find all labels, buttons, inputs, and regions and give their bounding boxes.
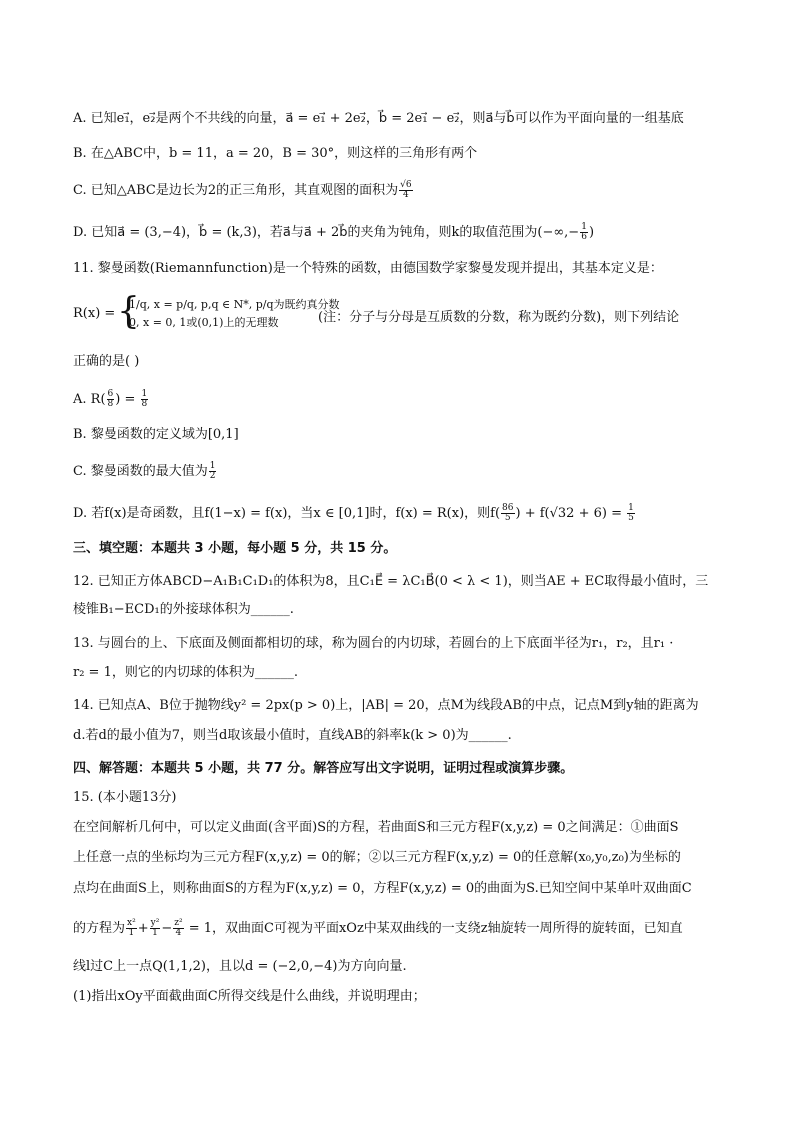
section-4-heading: 四、解答题：本题共 5 小题，共 77 分。解答应写出文字说明，证明过程或演算步骤。 xyxy=(73,761,574,776)
question-12-line-2: 棱锥B₁−ECD₁的外接球体积为______. xyxy=(73,602,294,617)
fraction: $\frac{1}{8}$ xyxy=(141,389,148,409)
case-one: 1/q, x = p/q, p,q ∈ N*, p/q为既约真分数 xyxy=(129,298,340,311)
option-c-text: C. 已知△ABC是边长为2的正三角形，其直观图的面积为 xyxy=(73,183,399,198)
question-13-line-1: 13. 与圆台的上、下底面及侧面都相切的球，称为圆台的内切球，若圆台的上下底面半径为r₁，r₂，且r₁ · xyxy=(73,636,674,651)
question-11-tail: 正确的是( ) xyxy=(73,354,140,369)
fraction: $\frac{\text{x²}}{1}$ xyxy=(127,918,136,938)
question-15-line-5: 线l过C上一点Q(1,1,2)，且以d = (−2,0,−4)为方向向量. xyxy=(73,959,407,974)
q11-option-c: C. 黎曼函数的最大值为 $\frac{1}{2}$ xyxy=(73,461,216,481)
brace-symbol: { xyxy=(117,291,140,332)
question-15-part-1: (1)指出xOy平面截曲面C所得交线是什么曲线，并说明理由； xyxy=(73,989,426,1004)
definition-note: (注：分子与分母是互质数的分数，称为既约分数)，则下列结论 xyxy=(318,310,680,325)
question-15-heading: 15. (本小题13分) xyxy=(73,790,177,805)
option-d: D. 已知a⃗ = (3,−4)，b⃗ = (k,3)，若a⃗与a⃗ + 2b⃗的夹角为钝角，则k的取值范围为(−∞,− $\frac{1}{6}$ ) xyxy=(73,222,595,242)
fraction: $\frac{\text{y²}}{1}$ xyxy=(150,918,160,938)
fraction: $\frac{1}{6}$ xyxy=(581,222,587,242)
fraction: $\frac{1}{2}$ xyxy=(209,461,216,481)
question-15-line-4: 的方程为 $\frac{\text{x²}}{1}$ + $\frac{\text{y²}}{1}$ − $\frac{\text{z²}}{4}$ = 1，双曲面C可视为平面xOz中某双曲线的一支绕z轴旋转一周所得的旋转面，已知直 xyxy=(73,918,683,938)
option-b: B. 在△ABC中，b = 11，a = 20，B = 30°，则这样的三角形有两个 xyxy=(73,146,478,161)
option-a: A. 已知e₁⃗，e₂⃗是两个不共线的向量，a⃗ = e₁⃗ + 2e₂⃗，b⃗ = 2e₁⃗ − e₂⃗，则a⃗与b⃗可以作为平面向量的一组基底 xyxy=(73,111,684,126)
question-13-line-2: r₂ = 1，则它的内切球的体积为______. xyxy=(73,665,298,680)
fraction: $\frac{6}{8}$ xyxy=(107,389,114,409)
case-two: 0, x = 0, 1或(0,1)上的无理数 xyxy=(129,316,279,329)
question-15-line-3: 点均在曲面S上，则称曲面S的方程为F(x,y,z) = 0，方程F(x,y,z) = 0的曲面为S.已知空间中某单叶双曲面C xyxy=(73,881,692,896)
q11-option-a: A. R( $\frac{6}{8}$ ) = $\frac{1}{8}$ xyxy=(73,389,148,409)
option-d-text: D. 已知a⃗ = (3,−4)，b⃗ = (k,3)，若a⃗与a⃗ + 2b⃗的夹角为钝角，则k的取值范围为(−∞,− xyxy=(73,225,580,240)
section-3-heading: 三、填空题：本题共 3 小题，每小题 5 分，共 15 分。 xyxy=(73,541,397,556)
fraction: $\frac{86}{5}$ xyxy=(502,503,514,523)
question-14-line-2: d.若d的最小值为7，则当d取该最小值时，直线AB的斜率k(k > 0)为______. xyxy=(73,728,512,743)
q11-option-d: D. 若f(x)是奇函数，且f(1−x) = f(x)，当x ∈ [0,1]时，f(x) = R(x)，则f( $\frac{86}{5}$ ) + f(√32 + 6) = $\frac{1}{5}$ xyxy=(73,503,634,523)
option-c xyxy=(73,181,414,200)
question-14-line-1: 14. 已知点A、B位于抛物线y² = 2px(p > 0)上，|AB| = 20，点M为线段AB的中点，记点M到y轴的距离为 xyxy=(73,698,699,713)
function-lhs: R(x) = xyxy=(73,306,116,321)
question-15-line-1: 在空间解析几何中，可以定义曲面(含平面)S的方程，若曲面S和三元方程F(x,y,z) = 0之间满足：①曲面S xyxy=(73,820,679,835)
question-12-line-1: 12. 已知正方体ABCD−A₁B₁C₁D₁的体积为8，且C₁E⃗ = λC₁B⃗(0 < λ < 1)，则当AE + EC取得最小值时，三 xyxy=(73,574,709,589)
fraction: $\frac{\text{z²}}{4}$ xyxy=(174,918,183,938)
question-15-line-2: 上任意一点的坐标均为三元方程F(x,y,z) = 0的解；②以三元方程F(x,y,z) = 0的任意解(x₀,y₀,z₀)为坐标的 xyxy=(73,850,681,865)
q11-option-b: B. 黎曼函数的定义域为[0,1] xyxy=(73,427,239,442)
fraction: $\frac{1}{5}$ xyxy=(628,503,634,523)
question-11-stem: 11. 黎曼函数(Riemannfunction)是一个特殊的函数，由德国数学家黎曼发现并提出，其基本定义是： xyxy=(73,261,663,276)
fraction: $\frac{√6}{4}$ xyxy=(400,180,412,200)
